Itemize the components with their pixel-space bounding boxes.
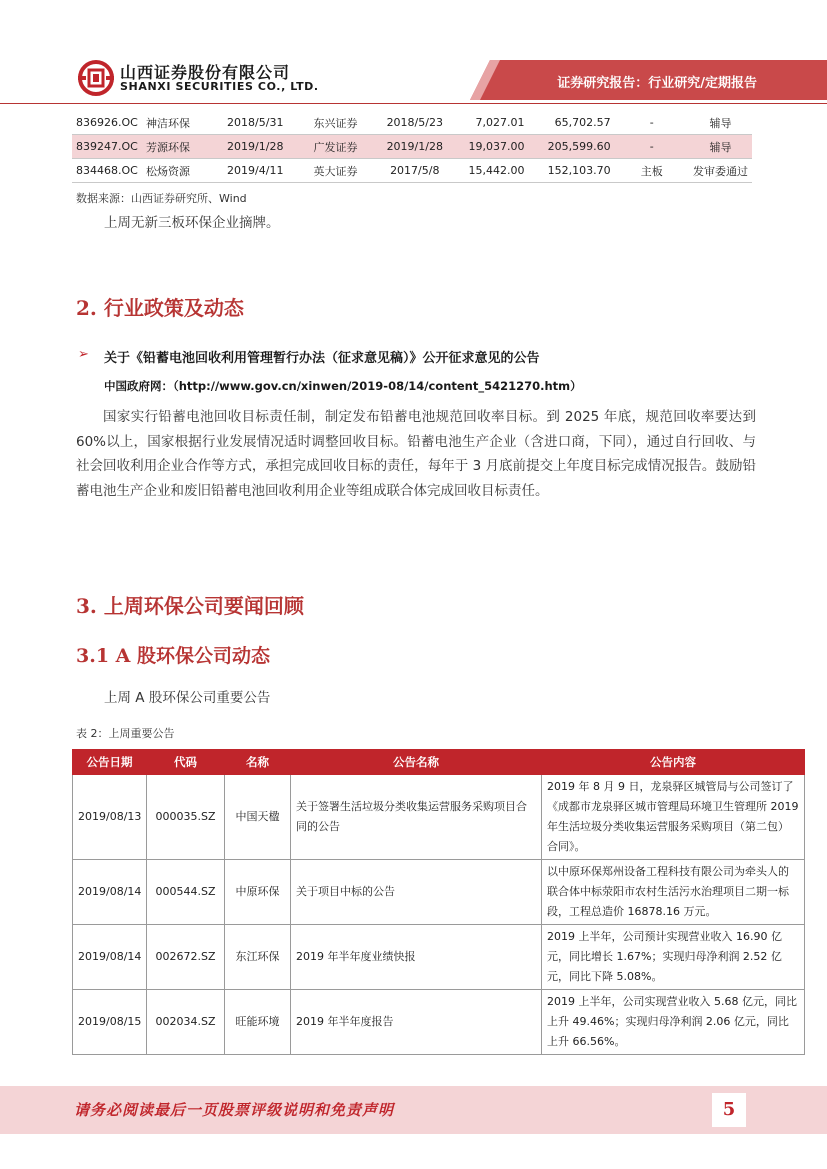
company-name-cn: 山西证券股份有限公司 bbox=[120, 63, 291, 82]
table-cell: 839247.OC bbox=[72, 135, 142, 159]
table-cell: 000035.SZ bbox=[147, 775, 225, 860]
policy-body-paragraph: 国家实行铅蓄电池回收目标责任制，制定发布铅蓄电池规范回收率目标。到 2025 年底，规范回收率要达到 60%以上，国家根据行业发展情况适时调整回收目标。铅蓄电池生产企业（含进口商，下同），通过自行回收、与社会回收利用企业合作等方式，承担完成回收目标的责任，每年于 3 月底前提交上年度目标完成情况报告。鼓励铅蓄电池生产企业和废旧铅蓄电池回收利用企业等组成联合体完成回收目标责任。 bbox=[76, 409, 756, 499]
table-cell: 东兴证券 bbox=[293, 111, 377, 135]
section-2-heading: 2. 行业政策及动态 bbox=[76, 296, 244, 320]
table-cell: 836926.OC bbox=[72, 111, 142, 135]
company-name-en: SHANXI SECURITIES CO., LTD. bbox=[120, 80, 319, 93]
header-divider bbox=[0, 103, 827, 104]
column-header-code: 代码 bbox=[147, 750, 225, 775]
weekly-announcements-table bbox=[72, 749, 805, 1055]
table-cell: 中原环保 bbox=[225, 860, 291, 925]
table-cell: 152,103.70 bbox=[529, 159, 615, 183]
table-cell: 旺能环境 bbox=[225, 990, 291, 1055]
table-cell: 65,702.57 bbox=[529, 111, 615, 135]
page-header bbox=[0, 0, 827, 110]
table-cell: 广发证券 bbox=[293, 135, 377, 159]
delist-paragraph: 上周无新三板环保企业摘牌。 bbox=[104, 215, 280, 231]
table-cell: 19,037.00 bbox=[452, 135, 528, 159]
table-cell: 2018/5/23 bbox=[377, 111, 452, 135]
table-cell: 2019 年半年度报告 bbox=[291, 990, 542, 1055]
table-cell: 主板 bbox=[615, 159, 689, 183]
table-cell: 2019/1/28 bbox=[217, 135, 293, 159]
section-3-1-heading: 3.1 A 股环保公司动态 bbox=[76, 645, 271, 667]
table-cell: 松炀资源 bbox=[142, 159, 217, 183]
table-cell: 2019 年 8 月 9 日，龙泉驿区城管局与公司签订了《成都市龙泉驿区城市管理局环境卫生管理所 2019 年生活垃圾分类收集运营服务采购项目（第二包）合同》。 bbox=[542, 775, 805, 860]
table-cell: 关于签署生活垃圾分类收集运营服务采购项目合同的公告 bbox=[291, 775, 542, 860]
table-cell: 7,027.01 bbox=[452, 111, 528, 135]
table-cell: 2019/08/15 bbox=[73, 990, 147, 1055]
table-cell: 000544.SZ bbox=[147, 860, 225, 925]
table-cell: 205,599.60 bbox=[529, 135, 615, 159]
table-row bbox=[73, 860, 805, 925]
table-cell: 15,442.00 bbox=[452, 159, 528, 183]
table-row bbox=[72, 111, 752, 135]
footer-disclaimer: 请务必阅读最后一页股票评级说明和免责声明 bbox=[74, 1101, 395, 1119]
table-row bbox=[72, 135, 752, 159]
table-cell: 英大证券 bbox=[293, 159, 377, 183]
table-cell: 002672.SZ bbox=[147, 925, 225, 990]
column-header-name: 名称 bbox=[225, 750, 291, 775]
section-3-1-intro: 上周 A 股环保公司重要公告 bbox=[104, 690, 271, 706]
table-cell: - bbox=[615, 135, 689, 159]
table-cell: 东江环保 bbox=[225, 925, 291, 990]
column-header-date: 公告日期 bbox=[73, 750, 147, 775]
table-cell: 辅导 bbox=[689, 135, 752, 159]
table-cell: 2019 上半年，公司预计实现营业收入 16.90 亿元，同比增长 1.67%；实现归母净利润 2.52 亿元，同比下降 5.08%。 bbox=[542, 925, 805, 990]
section-3-heading: 3. 上周环保公司要闻回顾 bbox=[76, 594, 304, 618]
table-cell: 002034.SZ bbox=[147, 990, 225, 1055]
table-cell: 2019/4/11 bbox=[217, 159, 293, 183]
table-cell: 834468.OC bbox=[72, 159, 142, 183]
report-type: 证券研究报告：行业研究/定期报告 bbox=[557, 76, 757, 91]
table-row bbox=[72, 159, 752, 183]
table-row bbox=[73, 990, 805, 1055]
table-cell: 2019 年半年度业绩快报 bbox=[291, 925, 542, 990]
bullet-arrow-icon: ➢ bbox=[78, 347, 89, 362]
page-number: 5 bbox=[722, 1099, 736, 1120]
company-logo-icon bbox=[78, 60, 114, 96]
table-cell: 2019/08/13 bbox=[73, 775, 147, 860]
table-cell: 以中原环保郑州设备工程科技有限公司为牵头人的联合体中标荥阳市农村生活污水治理项目二期一标段，工程总造价 16878.16 万元。 bbox=[542, 860, 805, 925]
column-header-title: 公告名称 bbox=[291, 750, 542, 775]
new-otc-listing-table bbox=[72, 111, 752, 183]
table-row bbox=[73, 775, 805, 860]
table-header-row bbox=[73, 750, 805, 775]
table-cell: - bbox=[615, 111, 689, 135]
table-cell: 神洁环保 bbox=[142, 111, 217, 135]
table-cell: 2019/08/14 bbox=[73, 860, 147, 925]
table-cell: 2019 上半年，公司实现营业收入 5.68 亿元，同比上升 49.46%；实现归母净利润 2.06 亿元，同比上升 66.56%。 bbox=[542, 990, 805, 1055]
table-cell: 辅导 bbox=[689, 111, 752, 135]
table-row bbox=[73, 925, 805, 990]
column-header-content: 公告内容 bbox=[542, 750, 805, 775]
policy-bullet-title: 关于《铅蓄电池回收利用管理暂行办法（征求意见稿）》公开征求意见的公告 bbox=[104, 351, 540, 366]
table-cell: 关于项目中标的公告 bbox=[291, 860, 542, 925]
table-cell: 2019/1/28 bbox=[377, 135, 452, 159]
table-2-caption: 表 2：上周重要公告 bbox=[76, 727, 175, 740]
table-cell: 发审委通过 bbox=[689, 159, 752, 183]
policy-source-link: 中国政府网：（http://www.gov.cn/xinwen/2019-08/14/content_5421270.htm） bbox=[104, 379, 582, 393]
table-cell: 芳源环保 bbox=[142, 135, 217, 159]
table-cell: 2018/5/31 bbox=[217, 111, 293, 135]
table-source-note: 数据来源：山西证券研究所、Wind bbox=[76, 192, 247, 205]
table-cell: 2019/08/14 bbox=[73, 925, 147, 990]
table-cell: 中国天楹 bbox=[225, 775, 291, 860]
table-cell: 2017/5/8 bbox=[377, 159, 452, 183]
